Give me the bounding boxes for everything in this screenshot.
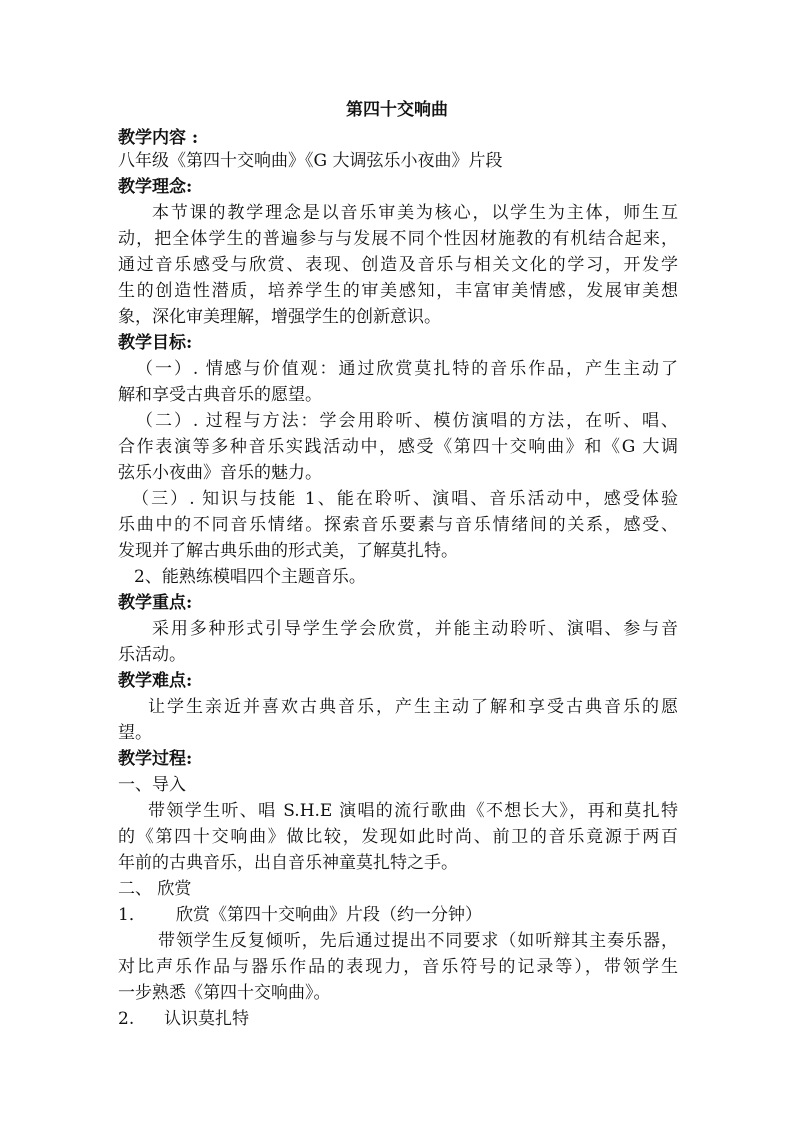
item1-line: 一步熟悉《第四十交响曲》。 [118, 983, 331, 1003]
difficulty-line: 望。 [118, 723, 152, 743]
concept-line: 动，把全体学生的普遍参与与发展不同个性因材施教的有机结合起来， [118, 229, 678, 249]
goals-line: （三）. 知识与技能 1、能在聆听、演唱、音乐活动中，感受体验 [132, 489, 678, 509]
section1-line: 带领学生听、唱 S.H.E 演唱的流行歌曲《不想长大》，再和莫扎特 [148, 801, 678, 821]
goals-line: （二）. 过程与方法：学会用聆听、模仿演唱的方法，在听、唱、 [136, 411, 678, 431]
concept-heading: 教学理念: [118, 177, 193, 197]
concept-line: 本节课的教学理念是以音乐审美为核心，以学生为主体，师生互 [152, 203, 678, 223]
concept-line: 生的创造性潜质，培养学生的审美感知，丰富审美情感，发展审美想 [118, 281, 678, 301]
goals-line: （一）. 情感与价值观：通过欣赏莫扎特的音乐作品，产生主动了 [136, 359, 678, 379]
section1-line: 年前的古典音乐，出自音乐神童莫扎特之手。 [118, 853, 458, 873]
key-line: 乐活动。 [118, 645, 186, 665]
section1-line: 的《第四十交响曲》做比较，发现如此时尚、前卫的音乐竟源于两百 [118, 827, 678, 847]
content-heading: 教学内容 : [118, 128, 199, 148]
section2-heading: 二、 欣赏 [118, 879, 192, 899]
item2-number: 2. [118, 1009, 135, 1029]
process-heading: 教学过程: [118, 749, 193, 769]
item2-title: 认识莫扎特 [164, 1009, 249, 1029]
content-text: 八年级《第四十交响曲》《G 大调弦乐小夜曲》片段 [118, 151, 503, 171]
goals-line: 乐曲中的不同音乐情绪。探索音乐要素与音乐情绪间的关系，感受、 [118, 515, 678, 535]
key-line: 采用多种形式引导学生学会欣赏，并能主动聆听、演唱、参与音 [152, 619, 678, 639]
goals-line: 合作表演等多种音乐实践活动中，感受《第四十交响曲》和《G 大调 [118, 437, 678, 457]
goals-heading: 教学目标: [118, 333, 193, 353]
goals-line: 发现并了解古典乐曲的形式美，了解莫扎特。 [118, 541, 458, 561]
item1-line: 对比声乐作品与器乐作品的表现力，音乐符号的记录等），带领学生 [118, 957, 678, 977]
item1-number: 1． [118, 905, 146, 925]
section1-heading: 一、导入 [118, 775, 186, 795]
difficulty-heading: 教学难点: [118, 671, 193, 691]
concept-line: 通过音乐感受与欣赏、表现、创造及音乐与相关文化的学习，开发学 [118, 255, 678, 275]
goals-line: 弦乐小夜曲》音乐的魅力。 [118, 463, 322, 483]
difficulty-line: 让学生亲近并喜欢古典音乐，产生主动了解和享受古典音乐的愿 [148, 697, 678, 717]
goals-line: 2、能熟练模唱四个主题音乐。 [134, 567, 366, 587]
item1-line: 带领学生反复倾听，先后通过提出不同要求（如听辩其主奏乐器， [158, 931, 678, 951]
key-heading: 教学重点: [118, 593, 193, 613]
concept-line: 象，深化审美理解，增强学生的创新意识。 [118, 307, 441, 327]
goals-line: 解和享受古典音乐的愿望。 [118, 385, 322, 405]
document-title: 第四十交响曲 [346, 100, 448, 120]
item1-title: 欣赏《第四十交响曲》片段（约一分钟） [176, 905, 482, 925]
